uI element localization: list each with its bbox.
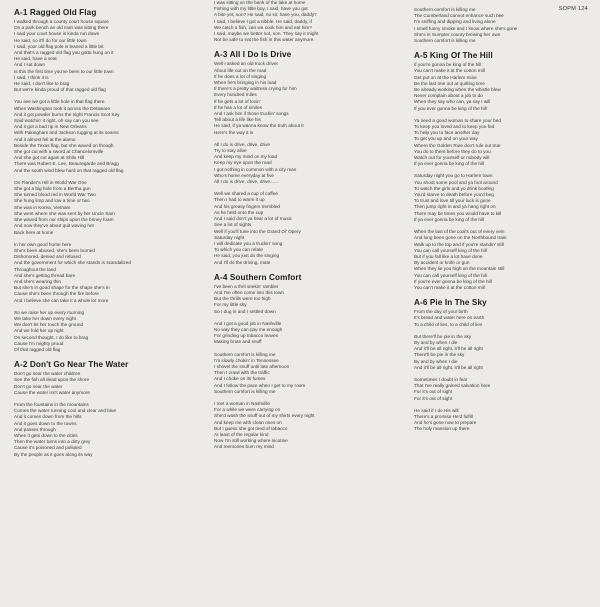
- lyric-line: She's in Sumpter county brewing her own: [414, 31, 501, 37]
- lyric-line: From the fountains in the mountains: [14, 401, 89, 407]
- lyric-line: And it'll be all right, it'll be all right: [414, 346, 483, 352]
- lyric-line: In her own good home here: [14, 241, 72, 247]
- lyric-line: We don't let her touch the ground: [14, 322, 84, 328]
- lyric-line: I said, maybe we better not, son. They say it might: [214, 31, 319, 37]
- lyric-line: A bite yet, son? He said, no sir, have you, daddy?: [214, 12, 317, 18]
- lyric-line: She was in Korea, Vietnam: [14, 204, 71, 210]
- lyric-line: And it almost fell at the alamo: [14, 136, 76, 142]
- song-block: [14, 359, 196, 458]
- lyric-line: Throughout the land: [14, 266, 56, 272]
- song-block: [214, 49, 396, 265]
- lyric-line: No way they can pay me enough: [214, 326, 283, 332]
- lyric-line: On Flander's Hill in World War One: [14, 179, 87, 185]
- song-title: A-3 All I Do Is Drive: [214, 50, 292, 60]
- song-title: A-2 Don't Go Near The Water: [14, 360, 129, 370]
- song-block: [414, 50, 592, 291]
- lyric-line: Cause the water isn't water anymore: [14, 389, 90, 395]
- lyric-line: Southern comfort is killing me: [414, 38, 476, 44]
- lyric-line: And he's gone now to prepare: [414, 420, 477, 426]
- lyric-line: By the people as it goes along its way: [14, 451, 93, 457]
- lyric-line: Then the water turns into a dirty grey: [14, 439, 91, 445]
- lyric-line: We take her down every night: [14, 315, 76, 321]
- stanza: [414, 309, 592, 328]
- lyric-line: We catch a fish, can we cook him and eat him?: [214, 24, 312, 30]
- lyric-line: She went where she was sent by her Uncle Sam: [14, 210, 115, 216]
- lyric-line: For it's out of sight: [414, 389, 453, 395]
- lyric-line: And we fold her up right: [14, 328, 64, 334]
- lyric-line: Well I asked an old truck driver: [214, 61, 279, 67]
- lyric-line: Cause I'm mighty proud: [14, 340, 64, 346]
- lyric-line: He said, have a seat: [14, 56, 57, 62]
- lyric-line: The holy mansion up there: [414, 426, 470, 432]
- lyric-line: He said, you just do the singing: [214, 253, 280, 259]
- lyric-line: You can't make it at the cotton mill: [414, 284, 485, 290]
- lyrics-column-2: [214, 0, 396, 600]
- lyric-line: She got a big hole from a Bertha gun: [14, 186, 91, 192]
- lyric-line: Then jump right in and ya hang right on: [414, 204, 496, 210]
- lyric-line: He said, if ya wanna know the truth about it: [214, 123, 304, 129]
- lyric-line: If you're ever gonna be king of the hill: [414, 278, 492, 284]
- lyric-line: To watch the girls and yo drink bootleg: [414, 185, 494, 191]
- lyric-line: For grinding up tobacco leaves: [214, 333, 279, 339]
- lyric-line: Southern comfort is killing me: [214, 388, 276, 394]
- lyric-line: All I do is drive, drive, drive......: [214, 179, 278, 185]
- lyric-line: If you're gonna be king of the hill: [414, 62, 482, 68]
- stanza: [214, 401, 396, 451]
- lyric-line: Dishonored, denied and refused: [14, 254, 81, 260]
- lyric-line: I will dedicate you a truckin' song: [214, 240, 283, 246]
- lyric-line: And I've often come into this town: [214, 289, 284, 295]
- lyric-line: There's a promise He'd fulfill: [414, 413, 473, 419]
- lyrics-column-3: [414, 0, 592, 607]
- lyric-line: From the day of your birth: [414, 309, 468, 315]
- stanza: [14, 242, 196, 304]
- lyric-line: On second thought, I do like to brag: [14, 334, 89, 340]
- lyric-line: And she got cut again at Shilo Hill: [14, 155, 85, 161]
- lyric-line: Beside the Texas flag, but she waved on though: [14, 142, 114, 148]
- stanza: [14, 99, 196, 173]
- lyric-line: If there's a pretty waitress crying for him: [214, 86, 297, 92]
- lyric-line: You'd starve to death before you'd beg: [414, 192, 494, 198]
- stanza: [414, 7, 592, 44]
- lyric-line: As he held onto the cup: [214, 209, 264, 215]
- song-title: A-6 Pie In The Sky: [414, 298, 487, 308]
- song-block: [414, 7, 592, 44]
- lyric-line: Then I crawl with the traffic: [214, 370, 270, 376]
- lyric-line: And passes through: [14, 426, 56, 432]
- lyric-line: He said, no it'll do for our little town: [14, 37, 87, 43]
- stanza: [14, 180, 196, 236]
- lyric-line: And I choke on its fumes: [214, 376, 266, 382]
- lyric-line: See a lot of sights: [214, 222, 252, 228]
- lyric-line: And I said don't ya hear a lot of music: [214, 216, 293, 222]
- stanza: [14, 310, 196, 353]
- lyric-line: Now I'm still working where nicotine: [214, 438, 288, 444]
- stanza: [214, 321, 396, 346]
- lyric-line: Tell about a life like his: [214, 117, 261, 123]
- song-title: A-1 Ragged Old Flag: [14, 8, 97, 17]
- lyric-line: You can call yourself king of the hill: [414, 247, 487, 253]
- song-block: [214, 0, 396, 43]
- lyric-line: To trust and love till your luck is gone: [414, 198, 491, 204]
- lyric-line: But if you fall like a lot have done: [414, 253, 483, 259]
- lyric-line: He said if I do His will: [414, 407, 459, 413]
- lyric-line: To keep you loved and to keep you fed: [414, 124, 495, 130]
- lyric-line: She turned blood red in World War Two: [14, 192, 96, 198]
- lyric-line: By accident or knife or gun: [414, 260, 470, 266]
- lyric-line: There'll be pie in the sky: [414, 352, 465, 358]
- lyric-line: There may be times you would have to kill: [414, 210, 502, 216]
- lyric-line: Watch out for yourself or nobody will: [414, 155, 490, 161]
- lyric-line: I'm slowly chokin' in Tennessee: [214, 357, 279, 363]
- lyric-line: I met a woman in Nashville: [214, 400, 271, 406]
- lyric-line: And I believe she can take it a whole lot more: [14, 297, 109, 303]
- stanza: [214, 0, 396, 43]
- song-block: [14, 7, 196, 353]
- song-title: A-4 Southern Comfort: [214, 272, 302, 282]
- stanza: [214, 191, 396, 265]
- lyric-line: And long been gone on the Northbound train: [414, 235, 507, 241]
- lyric-line: And I follow the pace when I get to my room: [214, 382, 306, 388]
- catalog-number: SOPM 124: [558, 6, 588, 12]
- stanza: [414, 118, 592, 168]
- lyric-line: And memories burn my mind: [214, 444, 274, 450]
- lyric-line: See the fish all dead upon the shore: [14, 377, 90, 383]
- lyric-line: Every hundred miles: [214, 92, 257, 98]
- lyric-line: Well we shared a cup of coffee: [214, 191, 278, 197]
- lyric-line: With Pakingham and Jackson tugging at its seams: [14, 130, 119, 136]
- lyric-line: And it goes down to the towns: [14, 420, 77, 426]
- lyric-line: And it'll be all right, it'll be all right: [414, 364, 483, 370]
- lyric-line: I said your court house is kinda run down: [14, 31, 100, 37]
- lyric-line: And keep my mind on my load: [214, 154, 278, 160]
- lyric-line: Don't go near the water: [14, 383, 63, 389]
- lyric-line: For it's out of sight: [414, 395, 453, 401]
- lyric-line: She hung limp and low a time or two: [14, 198, 90, 204]
- lyric-line: The Cumberland cannot enhance such bee: [414, 13, 504, 19]
- lyric-line: And his greasy fingers trembled: [214, 203, 280, 209]
- lyric-line: She waved from our ships upon the briney foam: [14, 217, 114, 223]
- lyric-line: If ya ever gonna be king of the hill: [414, 216, 485, 222]
- lyric-line: When he's bringing in his load: [214, 80, 277, 86]
- lyric-line: Cause she's been through the fire before: [14, 291, 99, 297]
- lyric-line: If he has a lot of smiles: [214, 104, 262, 110]
- lyric-line: All I do is drive, drive, drive: [214, 141, 271, 147]
- lyric-line: For a while we were carrying on: [214, 407, 281, 413]
- lyric-line: Cause it's poisoned and polluted: [14, 445, 82, 451]
- lyric-line: I said, I think it is: [14, 74, 49, 80]
- lyric-line: She'd wash the snuff out of my shirts every night: [214, 413, 315, 419]
- lyric-line: And the government for which she stands is scandalized: [14, 260, 131, 266]
- stanza: [214, 352, 396, 395]
- lyric-line: But we're kinda proud of that ragged old flag: [14, 87, 106, 93]
- lyric-line: Be the last one out at quitting time: [414, 80, 485, 86]
- lyric-line: When Washington took it across the Delaware: [14, 105, 110, 111]
- stanza: [414, 173, 592, 223]
- lyric-line: He said, I don't like to brag: [14, 81, 70, 87]
- stanza: [214, 142, 396, 185]
- lyric-line: But the thrills were too high: [214, 296, 271, 302]
- lyric-line: And it comes down from the hills: [14, 414, 82, 420]
- lyric-line: Saturday night you go to Harlem town: [414, 173, 493, 179]
- lyric-line: You shoot some pool and ya fool around: [414, 179, 498, 185]
- lyric-line: Don't go near the water children: [14, 371, 81, 377]
- lyric-line: When they lie you high on the mountain still: [414, 266, 505, 272]
- stanza: [414, 408, 592, 433]
- lyric-line: Ya need a good woman to share your bed: [414, 117, 501, 123]
- lyric-line: It's bread and water here on earth: [414, 315, 485, 321]
- stanza: [14, 402, 196, 458]
- lyric-line: If ya ever gonna be king of the hill: [414, 161, 485, 167]
- lyric-line: I've been a thril seekin' rambler: [214, 283, 279, 289]
- lyric-line: At least of the regular kind: [214, 431, 269, 437]
- lyric-line: Comes the water running cool and clear and blue: [14, 408, 117, 414]
- lyric-line: Is this the first time you've been to our little town: [14, 68, 114, 74]
- lyric-line: Making brute and snuff: [214, 339, 262, 345]
- lyric-line: Be already working when the whistle blew: [414, 87, 501, 93]
- lyric-line: Fishing with my little boy, I said, have you got: [214, 6, 308, 12]
- lyric-line: Try to stay alive: [214, 148, 247, 154]
- lyric-line: But there'll be pie in the sky: [414, 333, 472, 339]
- lyric-line: She's been abused, she's been burned: [14, 247, 96, 253]
- lyric-line: She got cut with a sword at Chancelorsville: [14, 149, 104, 155]
- lyric-line: You do to them before they do to you: [414, 148, 491, 154]
- lyric-line: I said, I believe I got a nibble. He said, daddy, if: [214, 18, 312, 24]
- lyric-line: And keep me with clean ones on: [214, 419, 282, 425]
- song-title: A-5 King Of The Hill: [414, 51, 493, 61]
- lyric-line: That I've really gained salvation here: [414, 383, 491, 389]
- lyric-line: If you ever gonna be king of the hill: [414, 105, 487, 111]
- stanza: [414, 377, 592, 402]
- lyric-line: I shovel the snuff until late afternoon: [214, 363, 290, 369]
- lyric-line: By and by when I die: [414, 339, 458, 345]
- lyric-line: To help you to face another day: [414, 130, 480, 136]
- lyric-line: Here's the way it is: [214, 129, 254, 135]
- lyric-line: And I'll do the driving, mate: [214, 259, 271, 265]
- lyric-line: Well if you'll tune into the Grand Ol' Opery: [214, 228, 301, 234]
- lyric-line: Where the Golden Rule don't rule out true: [414, 142, 501, 148]
- lyric-line: When the last of the coal's out of every vein: [414, 229, 505, 235]
- lyric-line: There was Robert E. Lee, Beauregarde and Bragg: [14, 161, 119, 167]
- lyric-line: So we raise her up every morning: [14, 309, 85, 315]
- lyric-line: To which you can relate: [214, 247, 263, 253]
- lyric-line: And it got a bad rip in New Orleans: [14, 124, 87, 130]
- lyric-line: But she's in good shape for the shape she's in: [14, 285, 110, 291]
- lyric-line: When it gets down to the cities: [14, 432, 78, 438]
- lyric-line: To a child of lies, to a child of lies: [414, 321, 483, 327]
- lyric-line: And it got powder burns the night Francis Scot Key: [14, 111, 120, 117]
- lyric-line: And I got a good job in Nashville: [214, 320, 282, 326]
- lyric-line: If he does a lot of singing: [214, 73, 267, 79]
- lyric-line: And I sat down: [14, 62, 46, 68]
- lyric-line: You can call yourself king of the hill: [414, 272, 487, 278]
- lyric-line: Who's home everyday at five: [214, 172, 275, 178]
- lyric-line: Southern comfort is killing me: [414, 7, 476, 12]
- lyric-line: Saturday night: [214, 234, 245, 240]
- lyric-line: And I ask him if those truckin' songs: [214, 111, 289, 117]
- lyric-line: Walk up to the top and if you're standin' still: [414, 241, 504, 247]
- lyric-line: Back here at home: [14, 229, 54, 235]
- lyric-line: You see we got a little hole in that flag there: [14, 99, 105, 105]
- lyric-line: I smell funny smoke and I know where she's gone: [414, 25, 518, 31]
- lyric-line: You can't make it at the cotton mill: [414, 68, 485, 74]
- lyric-line: Sometimes I doubt in fear: [414, 376, 468, 382]
- stanza: [414, 229, 592, 291]
- lyric-line: On a park bench an old man was sitting there: [14, 25, 109, 31]
- lyric-line: I was sitting on the bank of the lake at home: [214, 0, 306, 5]
- stanza: [214, 284, 396, 315]
- lyric-line: I walked through a county court house square: [14, 19, 109, 24]
- stanza: [214, 61, 396, 135]
- lyric-line: Never complain about a job to do: [414, 93, 483, 99]
- stanza: [14, 19, 196, 93]
- lyric-line: And she's getting thread bare: [14, 272, 76, 278]
- lyric-line: But I guess she got tired of tabacco: [214, 425, 288, 431]
- lyric-line: And now they've about quit waving her: [14, 223, 95, 229]
- lyric-line: Get put on at the Harlem mine: [414, 74, 477, 80]
- lyric-line: Said watchin' it right, oh say can you see: [14, 118, 99, 124]
- stanza: [414, 334, 592, 371]
- lyric-line: If he gets a lot of lovin': [214, 98, 261, 104]
- lyric-line: Then I had to warm it up: [214, 197, 265, 203]
- lyric-line: To get you up and on your way: [414, 136, 478, 142]
- lyric-line: Of that ragged old flag: [14, 346, 61, 352]
- song-block: [214, 272, 396, 451]
- lyric-line: And the south wind blew hard on that ragged old flag: [14, 167, 124, 173]
- lyric-line: I'm sniffing and dipping and living alone: [414, 19, 496, 25]
- lyrics-column-1: [14, 0, 196, 607]
- lyric-line: I got nothing in common with a city man: [214, 166, 297, 172]
- lyric-line: And she's wearing thin: [14, 278, 62, 284]
- lyric-line: Southern comfort is killing me: [214, 351, 276, 357]
- stanza: [414, 62, 592, 112]
- lyric-line: I said, your old flag pole is leaned a little bit: [14, 43, 104, 49]
- lyric-line: So I dug in and I settled down: [214, 308, 276, 314]
- lyric-line: And that's a ragged old flag you gotta hung on it: [14, 50, 114, 56]
- lyric-line: About life out on the road: [214, 67, 267, 73]
- lyric-line: When they say who can, ya say I will: [414, 99, 491, 105]
- lyric-line: Keep my eye upon the road: [214, 160, 272, 166]
- stanza: [14, 371, 196, 396]
- lyric-line: By and by when I die: [414, 358, 458, 364]
- lyric-line: Not be safe to eat the fish in this water anymore.: [214, 37, 315, 43]
- lyric-line: For my little sky: [214, 302, 247, 308]
- song-block: [414, 297, 592, 432]
